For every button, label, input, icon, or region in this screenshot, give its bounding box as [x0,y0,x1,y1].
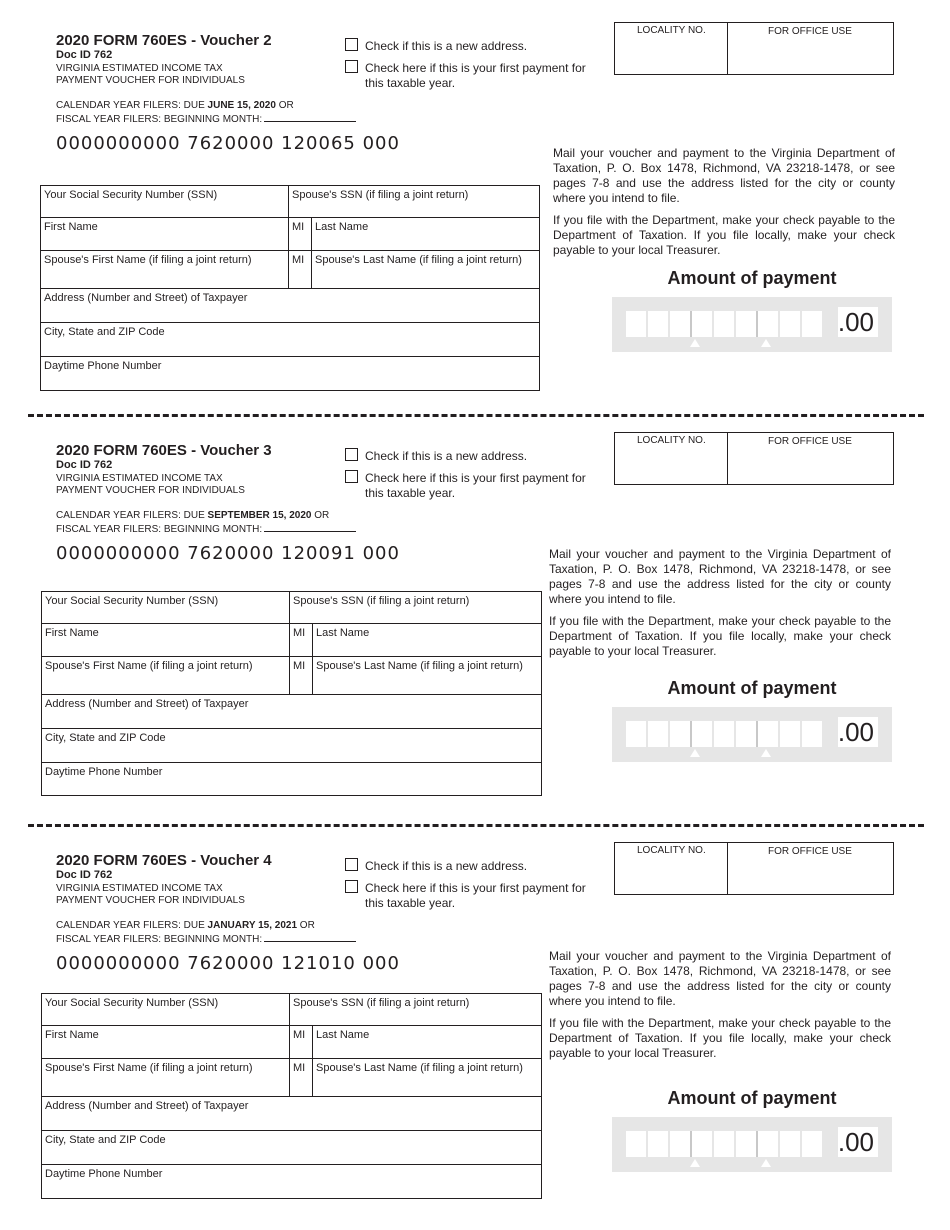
voucher-title: 2020 FORM 760ES - Voucher 4 [56,852,272,869]
spouse-last-name-field[interactable]: Spouse's Last Name (if filing a joint return) [316,660,523,672]
daytime-phone-field[interactable]: Daytime Phone Number [45,1168,163,1180]
due-prefix: CALENDAR YEAR FILERS: DUE [56,920,208,931]
mailing-paragraph: Mail your voucher and payment to the Virginia Department of Taxation, P. O. Box 1478, Richmond, VA 23218-1478, or see pages 7-8 and use the address listed for the city or county where you intend to file. [553,146,895,205]
spouse-first-name-field[interactable]: Spouse's First Name (if filing a joint return) [45,1062,253,1074]
row-divider [42,1096,541,1097]
first-name-field[interactable]: First Name [45,627,99,639]
office-use-label: FOR OFFICE USE [768,26,852,37]
payable-paragraph: If you file with the Department, make your check payable to the Department of Taxation. If you file locally, make your check payable to your local Treasurer. [549,1016,891,1060]
mailing-instructions [549,547,891,666]
row-divider [41,322,539,323]
mailing-instructions [549,949,891,1068]
beginning-month-field[interactable] [264,112,356,122]
row-divider [42,694,541,695]
amount-label: Amount of payment [667,678,837,698]
amount-field[interactable] [612,297,892,352]
locality-no-label: LOCALITY NO. [637,435,706,446]
last-name-field[interactable]: Last Name [315,221,369,233]
daytime-phone-field[interactable]: Daytime Phone Number [45,766,163,778]
amount-digit-cell[interactable] [626,721,648,747]
city-state-zip-field[interactable]: City, State and ZIP Code [45,1134,166,1146]
first-payment-checkbox[interactable] [345,880,358,893]
office-use-box [614,432,894,485]
due-date: JANUARY 15, 2021 [207,920,298,931]
spouse-mi-field[interactable]: MI [292,254,305,266]
new-address-label: Check if this is a new address. [365,449,528,463]
due-prefix: CALENDAR YEAR FILERS: DUE [56,510,208,521]
row-divider [42,623,541,624]
cut-line [28,414,924,417]
amount-digit-cell[interactable] [758,1131,780,1157]
mi-field[interactable]: MI [292,221,305,233]
doc-id: Doc ID 762 [56,869,113,881]
amount-digit-cell[interactable] [692,1131,714,1157]
amount-field[interactable] [612,1117,892,1172]
amount-digit-cell[interactable] [670,311,692,337]
office-use-box [614,22,894,75]
column-divider [289,994,290,1025]
mi-field[interactable]: MI [293,627,306,639]
scan-line: 0000000000 7620000 120091 000 [56,543,400,564]
ssn-field[interactable]: Your Social Security Number (SSN) [45,595,219,607]
last-name-field[interactable]: Last Name [316,627,370,639]
comma-marker [761,339,771,347]
last-name-field[interactable]: Last Name [316,1029,370,1041]
comma-marker [690,1159,700,1167]
due-prefix: CALENDAR YEAR FILERS: DUE [56,100,208,111]
address-field[interactable]: Address (Number and Street) of Taxpayer [44,292,248,304]
address-field[interactable]: Address (Number and Street) of Taxpayer [45,1100,249,1112]
comma-marker [761,749,771,757]
due-date: JUNE 15, 2020 [207,100,276,111]
amount-digit-cell[interactable] [802,721,824,747]
ssn-field[interactable]: Your Social Security Number (SSN) [44,189,218,201]
office-use-label: FOR OFFICE USE [768,846,852,857]
comma-marker [690,749,700,757]
spouse-last-name-field[interactable]: Spouse's Last Name (if filing a joint return) [316,1062,523,1074]
fiscal-label: FISCAL YEAR FILERS: BEGINNING MONTH: [56,934,263,945]
spouse-ssn-field[interactable]: Spouse's SSN (if filing a joint return) [293,997,470,1009]
row-divider [41,356,539,357]
spouse-first-name-field[interactable]: Spouse's First Name (if filing a joint return) [45,660,253,672]
due-suffix: OR [297,920,315,931]
form-subtitle: PAYMENT VOUCHER FOR INDIVIDUALS [56,895,245,906]
amount-digit-cell[interactable] [736,311,758,337]
amount-cents: .00 [838,717,878,747]
due-date-line [56,510,329,522]
city-state-zip-field[interactable]: City, State and ZIP Code [45,732,166,744]
form-subtitle: VIRGINIA ESTIMATED INCOME TAX [56,473,223,484]
amount-digit-cell[interactable] [648,721,670,747]
doc-id: Doc ID 762 [56,49,113,61]
column-divider [312,1025,313,1096]
column-divider [288,186,289,217]
row-divider [42,1130,541,1131]
office-divider [727,843,728,894]
amount-digit-cell[interactable] [648,1131,670,1157]
form-subtitle: VIRGINIA ESTIMATED INCOME TAX [56,63,223,74]
row-divider [42,656,541,657]
new-address-label: Check if this is a new address. [365,39,528,53]
column-divider [311,217,312,288]
due-date-line [56,100,294,112]
amount-digit-cell[interactable] [758,311,780,337]
payable-paragraph: If you file with the Department, make your check payable to the Department of Taxation. If you file locally, make your check payable to your local Treasurer. [553,213,895,257]
office-use-label: FOR OFFICE USE [768,436,852,447]
spouse-ssn-field[interactable]: Spouse's SSN (if filing a joint return) [292,189,469,201]
first-payment-checkbox[interactable] [345,60,358,73]
amount-digit-cell[interactable] [758,721,780,747]
row-divider [42,762,541,763]
spouse-mi-field[interactable]: MI [293,660,306,672]
column-divider [289,1025,290,1096]
new-address-checkbox[interactable] [345,448,358,461]
amount-digit-cells [626,721,824,747]
spouse-first-name-field[interactable]: Spouse's First Name (if filing a joint return) [44,254,252,266]
amount-digit-cell[interactable] [714,1131,736,1157]
spouse-last-name-field[interactable]: Spouse's Last Name (if filing a joint return) [315,254,522,266]
amount-cents: .00 [838,1127,878,1157]
first-payment-checkbox[interactable] [345,470,358,483]
payable-paragraph: If you file with the Department, make your check payable to the Department of Taxation. If you file locally, make your check payable to your local Treasurer. [549,614,891,658]
amount-digit-cell[interactable] [780,1131,802,1157]
amount-digit-cell[interactable] [648,311,670,337]
form-subtitle: PAYMENT VOUCHER FOR INDIVIDUALS [56,485,245,496]
fiscal-label: FISCAL YEAR FILERS: BEGINNING MONTH: [56,524,263,535]
form-subtitle: PAYMENT VOUCHER FOR INDIVIDUALS [56,75,245,86]
taxpayer-info-table [41,591,542,796]
amount-digit-cells [626,1131,824,1157]
mi-field[interactable]: MI [293,1029,306,1041]
voucher-title: 2020 FORM 760ES - Voucher 2 [56,32,272,49]
ssn-field[interactable]: Your Social Security Number (SSN) [45,997,219,1009]
first-name-field[interactable]: First Name [44,221,98,233]
fiscal-label: FISCAL YEAR FILERS: BEGINNING MONTH: [56,114,263,125]
form-subtitle: VIRGINIA ESTIMATED INCOME TAX [56,883,223,894]
row-divider [42,1164,541,1165]
amount-field[interactable] [612,707,892,762]
column-divider [288,217,289,288]
amount-digit-cell[interactable] [626,311,648,337]
amount-digit-cell[interactable] [670,721,692,747]
amount-digit-cell[interactable] [802,311,824,337]
fiscal-year-line [56,522,356,536]
spouse-ssn-field[interactable]: Spouse's SSN (if filing a joint return) [293,595,470,607]
mailing-paragraph: Mail your voucher and payment to the Virginia Department of Taxation, P. O. Box 1478, Richmond, VA 23218-1478, or see pages 7-8 and use the address listed for the city or county where you intend to file. [549,547,891,606]
new-address-checkbox[interactable] [345,38,358,51]
scan-line: 0000000000 7620000 120065 000 [56,133,400,154]
amount-digit-cell[interactable] [714,721,736,747]
amount-digit-cells [626,311,824,337]
first-payment-label: Check here if this is your first payment for this taxable year. [365,61,586,90]
row-divider [41,217,539,218]
office-use-box [614,842,894,895]
mailing-paragraph: Mail your voucher and payment to the Virginia Department of Taxation, P. O. Box 1478, Richmond, VA 23218-1478, or see pages 7-8 and use the address listed for the city or county where you intend to file. [549,949,891,1008]
first-payment-label: Check here if this is your first payment for this taxable year. [365,471,586,500]
scan-line: 0000000000 7620000 121010 000 [56,953,400,974]
amount-digit-cell[interactable] [736,1131,758,1157]
first-payment-label: Check here if this is your first payment for this taxable year. [365,881,586,910]
row-divider [42,1058,541,1059]
new-address-label: Check if this is a new address. [365,859,528,873]
column-divider [289,623,290,694]
city-state-zip-field[interactable]: City, State and ZIP Code [44,326,165,338]
amount-digit-cell[interactable] [670,1131,692,1157]
voucher-title: 2020 FORM 760ES - Voucher 3 [56,442,272,459]
daytime-phone-field[interactable]: Daytime Phone Number [44,360,162,372]
amount-digit-cell[interactable] [692,721,714,747]
new-address-checkbox[interactable] [345,858,358,871]
amount-digit-cell[interactable] [780,721,802,747]
cut-line [28,824,924,827]
taxpayer-info-table [40,185,540,391]
office-divider [727,433,728,484]
amount-digit-cell[interactable] [626,1131,648,1157]
fiscal-year-line [56,112,356,126]
comma-marker [690,339,700,347]
due-date: SEPTEMBER 15, 2020 [207,510,312,521]
taxpayer-info-table [41,993,542,1199]
row-divider [41,250,539,251]
due-suffix: OR [275,100,294,111]
office-divider [727,23,728,74]
amount-digit-cell[interactable] [780,311,802,337]
beginning-month-field[interactable] [264,932,356,942]
amount-label: Amount of payment [667,268,837,288]
due-suffix: OR [311,510,330,521]
column-divider [312,623,313,694]
mailing-instructions [553,146,895,265]
amount-digit-cell[interactable] [802,1131,824,1157]
column-divider [289,592,290,623]
spouse-mi-field[interactable]: MI [293,1062,306,1074]
beginning-month-field[interactable] [264,522,356,532]
amount-digit-cell[interactable] [714,311,736,337]
row-divider [42,728,541,729]
due-date-line [56,920,315,932]
comma-marker [761,1159,771,1167]
fiscal-year-line [56,932,356,946]
amount-label: Amount of payment [667,1088,837,1108]
locality-no-label: LOCALITY NO. [637,845,706,856]
first-name-field[interactable]: First Name [45,1029,99,1041]
row-divider [41,288,539,289]
amount-digit-cell[interactable] [736,721,758,747]
address-field[interactable]: Address (Number and Street) of Taxpayer [45,698,249,710]
locality-no-label: LOCALITY NO. [637,25,706,36]
amount-digit-cell[interactable] [692,311,714,337]
amount-cents: .00 [838,307,878,337]
row-divider [42,1025,541,1026]
doc-id: Doc ID 762 [56,459,113,471]
